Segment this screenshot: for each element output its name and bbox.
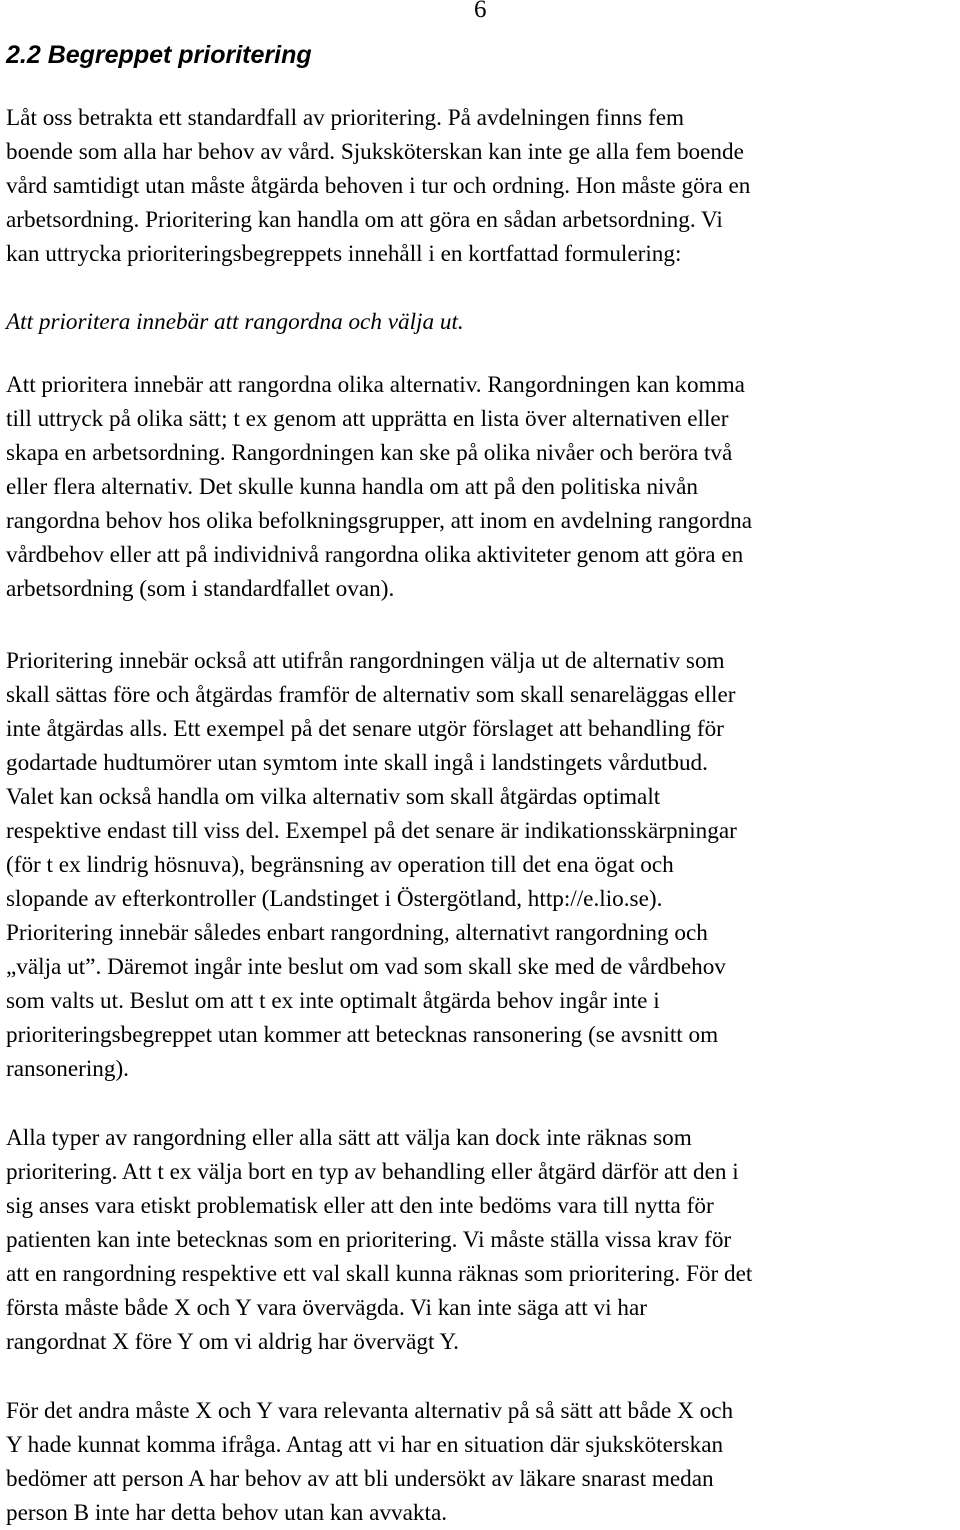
text-line: godartade hudtumörer utan symtom inte skall ingå i landstingets vårdutbud. <box>6 750 708 776</box>
text-line: ransonering). <box>6 1056 129 1082</box>
paragraph-1 <box>6 101 960 271</box>
text-line: Y hade kunnat komma ifråga. Antag att vi har en situation där sjuksköterskan <box>6 1432 724 1458</box>
text-line: Prioritering innebär också att utifrån rangordningen välja ut de alternativ som <box>6 648 725 674</box>
text-line: patienten kan inte betecknas som en prioritering. Vi måste ställa vissa krav för <box>6 1227 732 1253</box>
text-line: som valts ut. Beslut om att t ex inte optimalt åtgärda behov ingår inte i <box>6 988 660 1014</box>
text-line: Att prioritera innebär att rangordna olika alternativ. Rangordningen kan komma <box>6 372 745 398</box>
paragraph-5 <box>6 1394 960 1530</box>
text-line: att en rangordning respektive ett val skall kunna räknas som prioritering. För det <box>6 1261 753 1287</box>
text-line: kan uttrycka prioriteringsbegreppets innehåll i en kortfattad formulering: <box>6 241 682 267</box>
text-line: eller flera alternativ. Det skulle kunna handla om att på den politiska nivån <box>6 474 698 500</box>
paragraph-2 <box>6 368 960 606</box>
text-line: skapa en arbetsordning. Rangordningen kan ske på olika nivåer och beröra två <box>6 440 733 466</box>
text-line: första måste både X och Y vara övervägda. Vi kan inte säga att vi har <box>6 1295 647 1321</box>
text-line: „välja ut”. Däremot ingår inte beslut om vad som skall ske med de vårdbehov <box>6 954 726 980</box>
text-line: Att prioritera innebär att rangordna och välja ut. <box>6 309 464 335</box>
page-number: 6 <box>474 0 487 23</box>
text-line: prioriteringsbegreppet utan kommer att betecknas ransonering (se avsnitt om <box>6 1022 719 1048</box>
text-line: rangordna behov hos olika befolkningsgrupper, att inom en avdelning rangordna <box>6 508 753 534</box>
text-line: skall sättas före och åtgärdas framför de alternativ som skall senareläggas eller <box>6 682 736 708</box>
text-line: arbetsordning. Prioritering kan handla om att göra en sådan arbetsordning. Vi <box>6 207 723 233</box>
text-line: Prioritering innebär således enbart rangordning, alternativt rangordning och <box>6 920 708 946</box>
definition-quote <box>6 305 960 339</box>
text-line: slopande av efterkontroller (Landstinget i Östergötland, http://e.lio.se). <box>6 886 663 912</box>
text-line: (för t ex lindrig hösnuva), begränsning av operation till det ena ögat och <box>6 852 674 878</box>
paragraph-3 <box>6 644 960 1086</box>
text-line: Alla typer av rangordning eller alla sätt att välja kan dock inte räknas som <box>6 1125 692 1151</box>
text-line: arbetsordning (som i standardfallet ovan). <box>6 576 395 602</box>
text-line: till uttryck på olika sätt; t ex genom att upprätta en lista över alternativen eller <box>6 406 729 432</box>
text-line: sig anses vara etiskt problematisk eller att den inte bedöms vara till nytta för <box>6 1193 714 1219</box>
text-line: boende som alla har behov av vård. Sjuksköterskan kan inte ge alla fem boende <box>6 139 744 165</box>
text-line: inte åtgärdas alls. Ett exempel på det senare utgör förslaget att behandling för <box>6 716 724 742</box>
text-line: person B inte har detta behov utan kan avvakta. <box>6 1500 448 1526</box>
text-line: rangordnat X före Y om vi aldrig har övervägt Y. <box>6 1329 459 1355</box>
text-line: vård samtidigt utan måste åtgärda behoven i tur och ordning. Hon måste göra en <box>6 173 751 199</box>
paragraph-4 <box>6 1121 960 1359</box>
text-line: respektive endast till viss del. Exempel på det senare är indikationsskärpningar <box>6 818 737 844</box>
text-line: Låt oss betrakta ett standardfall av prioritering. På avdelningen finns fem <box>6 105 685 131</box>
section-heading: 2.2 Begreppet prioritering <box>6 41 312 69</box>
text-line: vårdbehov eller att på individnivå rangordna olika aktiviteter genom att göra en <box>6 542 744 568</box>
text-line: För det andra måste X och Y vara relevanta alternativ på så sätt att både X och <box>6 1398 734 1424</box>
text-line: Valet kan också handla om vilka alternativ som skall åtgärdas optimalt <box>6 784 661 810</box>
text-line: bedömer att person A har behov av att bli undersökt av läkare snarast medan <box>6 1466 714 1492</box>
text-line: prioritering. Att t ex välja bort en typ av behandling eller åtgärd därför att den i <box>6 1159 739 1185</box>
